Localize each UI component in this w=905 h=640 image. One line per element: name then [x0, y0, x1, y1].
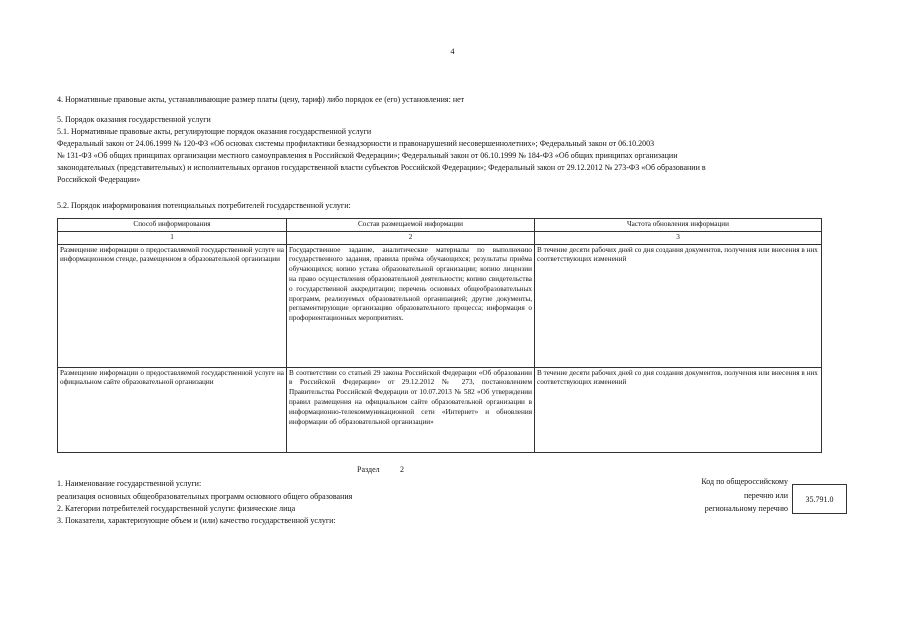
- code-value-box: [792, 484, 847, 514]
- legal-acts-line: Федеральный закон от 24.06.1999 № 120-ФЗ «Об основах системы профилактики безнадзорности и правонарушений несовершеннолетних»; Федеральный закон от 06.10.2003: [57, 139, 655, 148]
- column-header: Частота обновления информации: [535, 219, 822, 232]
- content-cell: Государственное задание, аналитические материалы по выполнению государственного задания, правила приёма обучающихся; результаты приёма обучающихся; копию устава образовательной организации; копию лицензии на право осуществления образовательной деятельности; копию свидетельства о государственной аккредитации; перечень основных общеобразовательных программ, реализуемых образовательной организацией; другие документы, регламентирующие организацию образовательного процесса; информация о профориентационных мероприятиях.: [287, 244, 535, 367]
- razdel-label: Раздел: [357, 465, 380, 474]
- consumer-category: 2. Категории потребителей государственной услуги: физические лица: [57, 504, 296, 513]
- legal-acts-line: законодательных (представительных) и исполнительных органов государственной власти субъектов Российской Федерации»; Федеральный закон от 29.12.2012 № 273-ФЗ «Об образовании в: [57, 163, 706, 172]
- section-5-1-title: 5.1. Нормативные правовые акты, регулирующие порядок оказания государственной услуги: [57, 127, 372, 136]
- information-table: [57, 218, 822, 453]
- frequency-cell: В течение десяти рабочих дней со дня создания документов, получения или внесения в них соответствующих изменений: [535, 244, 822, 367]
- code-label-line: региональному перечню: [704, 504, 788, 513]
- code-label-line: перечню или: [743, 491, 788, 500]
- indicators-title: 3. Показатели, характеризующие объем и (или) качество государственной услуги:: [57, 516, 336, 525]
- service-name-value: реализация основных общеобразовательных программ основного общего образования: [57, 492, 353, 501]
- code-label-line: Код по общероссийскому: [701, 477, 788, 486]
- column-header: Состав размещаемой информации: [287, 219, 535, 232]
- frequency-cell: В течение десяти рабочих дней со дня создания документов, получения или внесения в них соответствующих изменений: [535, 367, 822, 452]
- section-5-title: 5. Порядок оказания государственной услуги: [57, 115, 211, 124]
- method-cell: Размещение информации о предоставляемой государственной услуге на официальном сайте образовательной организации: [58, 367, 287, 452]
- table-row: [58, 367, 822, 452]
- table-header-row: [58, 219, 822, 232]
- table-row: [58, 244, 822, 367]
- section-5-2-title: 5.2. Порядок информирования потенциальных потребителей государственной услуги:: [57, 201, 351, 210]
- legal-acts-line: № 131-ФЗ «Об общих принципах организации местного самоуправления в Российской Федерации»; Федеральный закон от 06.10.1999 № 184-ФЗ «Об общих принципах организации: [57, 151, 678, 160]
- method-cell: Размещение информации о предоставляемой государственной услуге на информационном стенде, размещенном в образовательной организации: [58, 244, 287, 367]
- column-header: Способ информирования: [58, 219, 287, 232]
- column-number: 2: [287, 231, 535, 244]
- service-name-label: 1. Наименование государственной услуги:: [57, 479, 202, 488]
- code-value: 35.791.0: [805, 494, 834, 504]
- content-cell: В соответствии со статьей 29 закона Российской Федерации «Об образовании в Российской Федерации» от 29.12.2012 № 273, постановлением Правительства Российской Федерации от 10.07.2013 № 582 «Об утверждении правил размещения на официальном сайте образовательной организации в информационно-телекоммуникационной сети «Интернет» и обновления информации об образовательной организации»: [287, 367, 535, 452]
- column-number: 3: [535, 231, 822, 244]
- razdel-number: 2: [400, 465, 404, 474]
- section-4-text: 4. Нормативные правовые акты, устанавливающие размер платы (цену, тариф) либо порядок ее (его) установления: нет: [57, 95, 465, 104]
- table-number-row: [58, 231, 822, 244]
- page-number: 4: [450, 47, 455, 56]
- column-number: 1: [58, 231, 287, 244]
- legal-acts-line: Российской Федерации»: [57, 175, 141, 184]
